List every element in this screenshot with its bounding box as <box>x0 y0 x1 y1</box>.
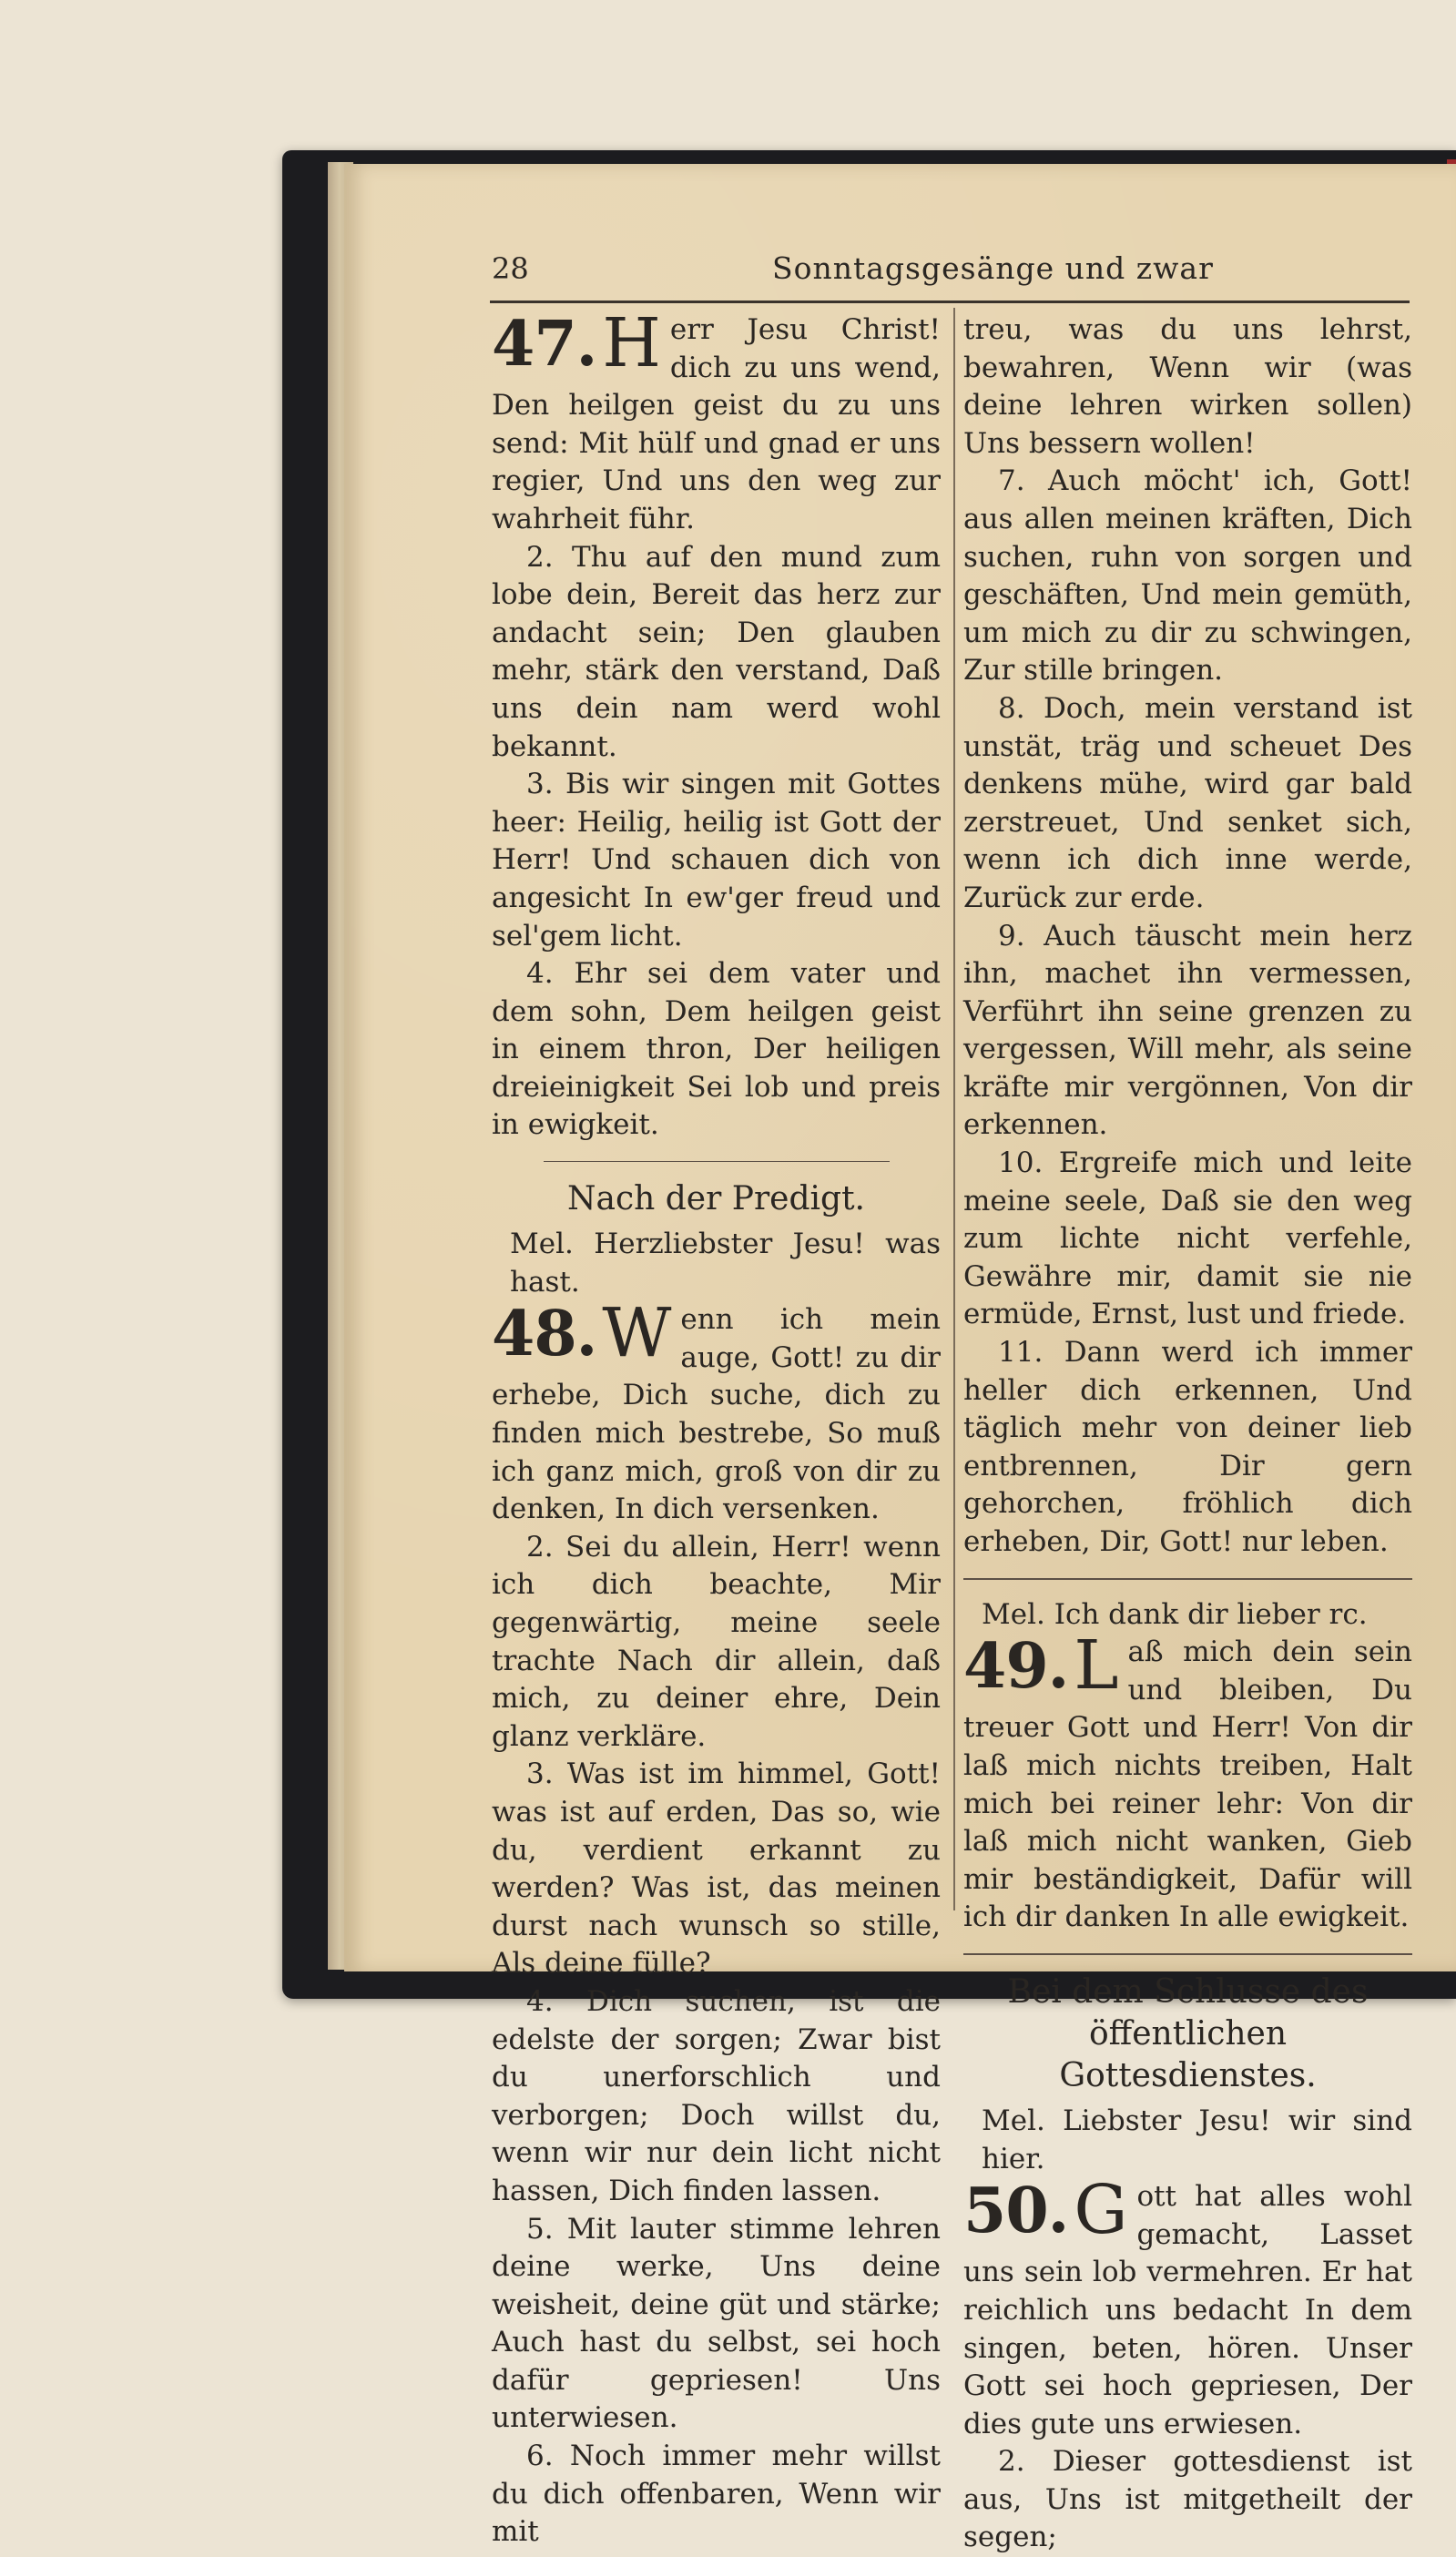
hymn-verse: 11. Dann werd ich immer heller dich erkennen, Und täglich mehr von deiner lieb entbrennen, Dir gern gehorchen, fröhlich dich erheben, Dir, Gott! nur leben. <box>963 1336 1412 1558</box>
hymn-verse: treu, was du uns lehrst, bewahren, Wenn wir (was deine lehren wirken sollen) Uns bessern wollen! <box>963 313 1412 460</box>
hymn-48 <box>492 1226 941 2552</box>
melody-line: Mel. Ich dank dir lieber rc. <box>982 1597 1368 1631</box>
section-title: Nach der Predigt. <box>566 1180 865 1218</box>
header-rule <box>490 301 1410 303</box>
right-column <box>963 311 1412 2557</box>
hymn-verse: 5. Mit lauter stimme lehren deine werke, Uns deine weisheit, deine güt und stärke; Auch hast du selbst, sei hoch dafür gepriesen! Uns unterwiesen. <box>492 2212 941 2435</box>
column-divider <box>953 308 955 1910</box>
hymn-50 <box>963 2103 1412 2557</box>
page-number: 28 <box>492 251 529 286</box>
melody-line: Mel. Herzliebster Jesu! was hast. <box>510 1228 941 1299</box>
hymn-verse: 2. Dieser gottesdienst ist aus, Uns ist mitgetheilt der segen; <box>963 2445 1412 2554</box>
section-divider <box>544 1161 890 1162</box>
section-divider <box>963 1953 1412 1955</box>
drop-initial: L <box>1074 1626 1119 1706</box>
hymn-48-continued <box>963 311 1412 1562</box>
running-title: Sonntagsgesänge und zwar <box>772 250 1214 286</box>
hymn-verse: 10. Ergreife mich und leite meine seele, Daß sie den weg zum lichte nicht verfehle, Gewähre mir, damit sie nie ermüde, Ernst, lust und friede. <box>963 1146 1412 1331</box>
section-title: Bei dem Schlusse des öffentlichen Gottesdienstes. <box>1007 1972 1369 2094</box>
hymn-verse: enn ich mein auge, Gott! zu dir erhebe, Dich suche, dich zu finden mich bestrebe, So muß ich ganz mich, groß von dir zu denken, In dich versenken. <box>492 1303 941 1526</box>
left-column <box>492 304 941 2552</box>
hymn-verse: aß mich dein sein und bleiben, Du treuer Gott und Herr! Von dir laß mich nichts treiben, Halt mich bei reiner lehr: Von dir laß mich nicht wanken, Gieb mir beständigkeit, Dafür will ich dir danken In alle ewigkeit. <box>963 1635 1412 1934</box>
hymn-number: 48. <box>492 1298 597 1371</box>
hymn-49 <box>963 1596 1412 1937</box>
drop-initial: W <box>602 1294 672 1373</box>
hymn-number: 50. <box>963 2175 1069 2248</box>
hymn-verse: 2. Thu auf den mund zum lobe dein, Bereit das herz zur andacht sein; Den glauben mehr, stärk den verstand, Daß uns dein nam werd wohl bekannt. <box>492 540 941 763</box>
hymn-47 <box>492 304 941 1145</box>
hymn-verse: 9. Auch täuscht mein herz ihn, machet ihn vermessen, Verführt ihn seine grenzen zu vergessen, Will mehr, als seine kräfte mir vergönnen, Von dir erkennen. <box>963 919 1412 1142</box>
hymn-number: 49. <box>963 1630 1069 1704</box>
hymn-verse: 6. Noch immer mehr willst du dich offenbaren, Wenn wir mit <box>492 2440 941 2549</box>
hymn-verse: 3. Bis wir singen mit Gottes heer: Heilig, heilig ist Gott der Herr! Und schauen dich von angesicht In ew'ger freud und sel'gem licht. <box>492 768 941 953</box>
melody-line: Mel. Liebster Jesu! wir sind hier. <box>982 2104 1412 2175</box>
hymn-verse: 4. Ehr sei dem vater und dem sohn, Dem heilgen geist in einem thron, Der heiligen dreieinigkeit Sei lob und preis in ewigkeit. <box>492 957 941 1142</box>
hymn-verse: ott hat alles wohl gemacht, Lasset uns sein lob vermehren. Er hat reichlich uns bedacht In dem singen, beten, hören. Unser Gott sei hoch gepriesen, Der dies gute uns erwiesen. <box>963 2180 1412 2440</box>
hymn-number: 47. <box>492 308 597 381</box>
hymn-verse: err Jesu Christ! dich zu uns wend, Den heilgen geist du zu uns send: Mit hülf und gnad er uns regier, Und uns den weg zur wahrheit führ. <box>492 313 941 535</box>
drop-initial: G <box>1074 2171 1128 2250</box>
hymn-verse: 4. Dich suchen, ist die edelste der sorgen; Zwar bist du unerforschlich und verborgen; Doch willst du, wenn wir nur dein licht nicht hassen, Dich finden lassen. <box>492 1984 941 2207</box>
hymn-verse: 2. Sei du allein, Herr! wenn ich dich beachte, Mir gegenwärtig, meine seele trachte Nach dir allein, daß mich, zu deiner ehre, Dein glanz verkläre. <box>492 1530 941 1753</box>
hymn-verse: 7. Auch möcht' ich, Gott! aus allen meinen kräften, Dich suchen, ruhn von sorgen und geschäften, Und mein gemüth, um mich zu dir zu schwingen, Zur stille bringen. <box>963 464 1412 688</box>
book-page <box>344 164 1456 2554</box>
drop-initial: H <box>602 304 661 382</box>
section-divider <box>963 1578 1412 1580</box>
hymn-verse: 3. Was ist im himmel, Gott! was ist auf erden, Das so, wie du, verdient erkannt zu werden? Was ist, das meinen durst nach wunsch so stille, Als deine fülle? <box>492 1757 941 1981</box>
hymn-verse: 8. Doch, mein verstand ist unstät, träg und scheuet Des denkens mühe, wird gar bald zerstreuet, Und senket sich, wenn ich dich inne werde, Zurück zur erde. <box>963 691 1412 914</box>
